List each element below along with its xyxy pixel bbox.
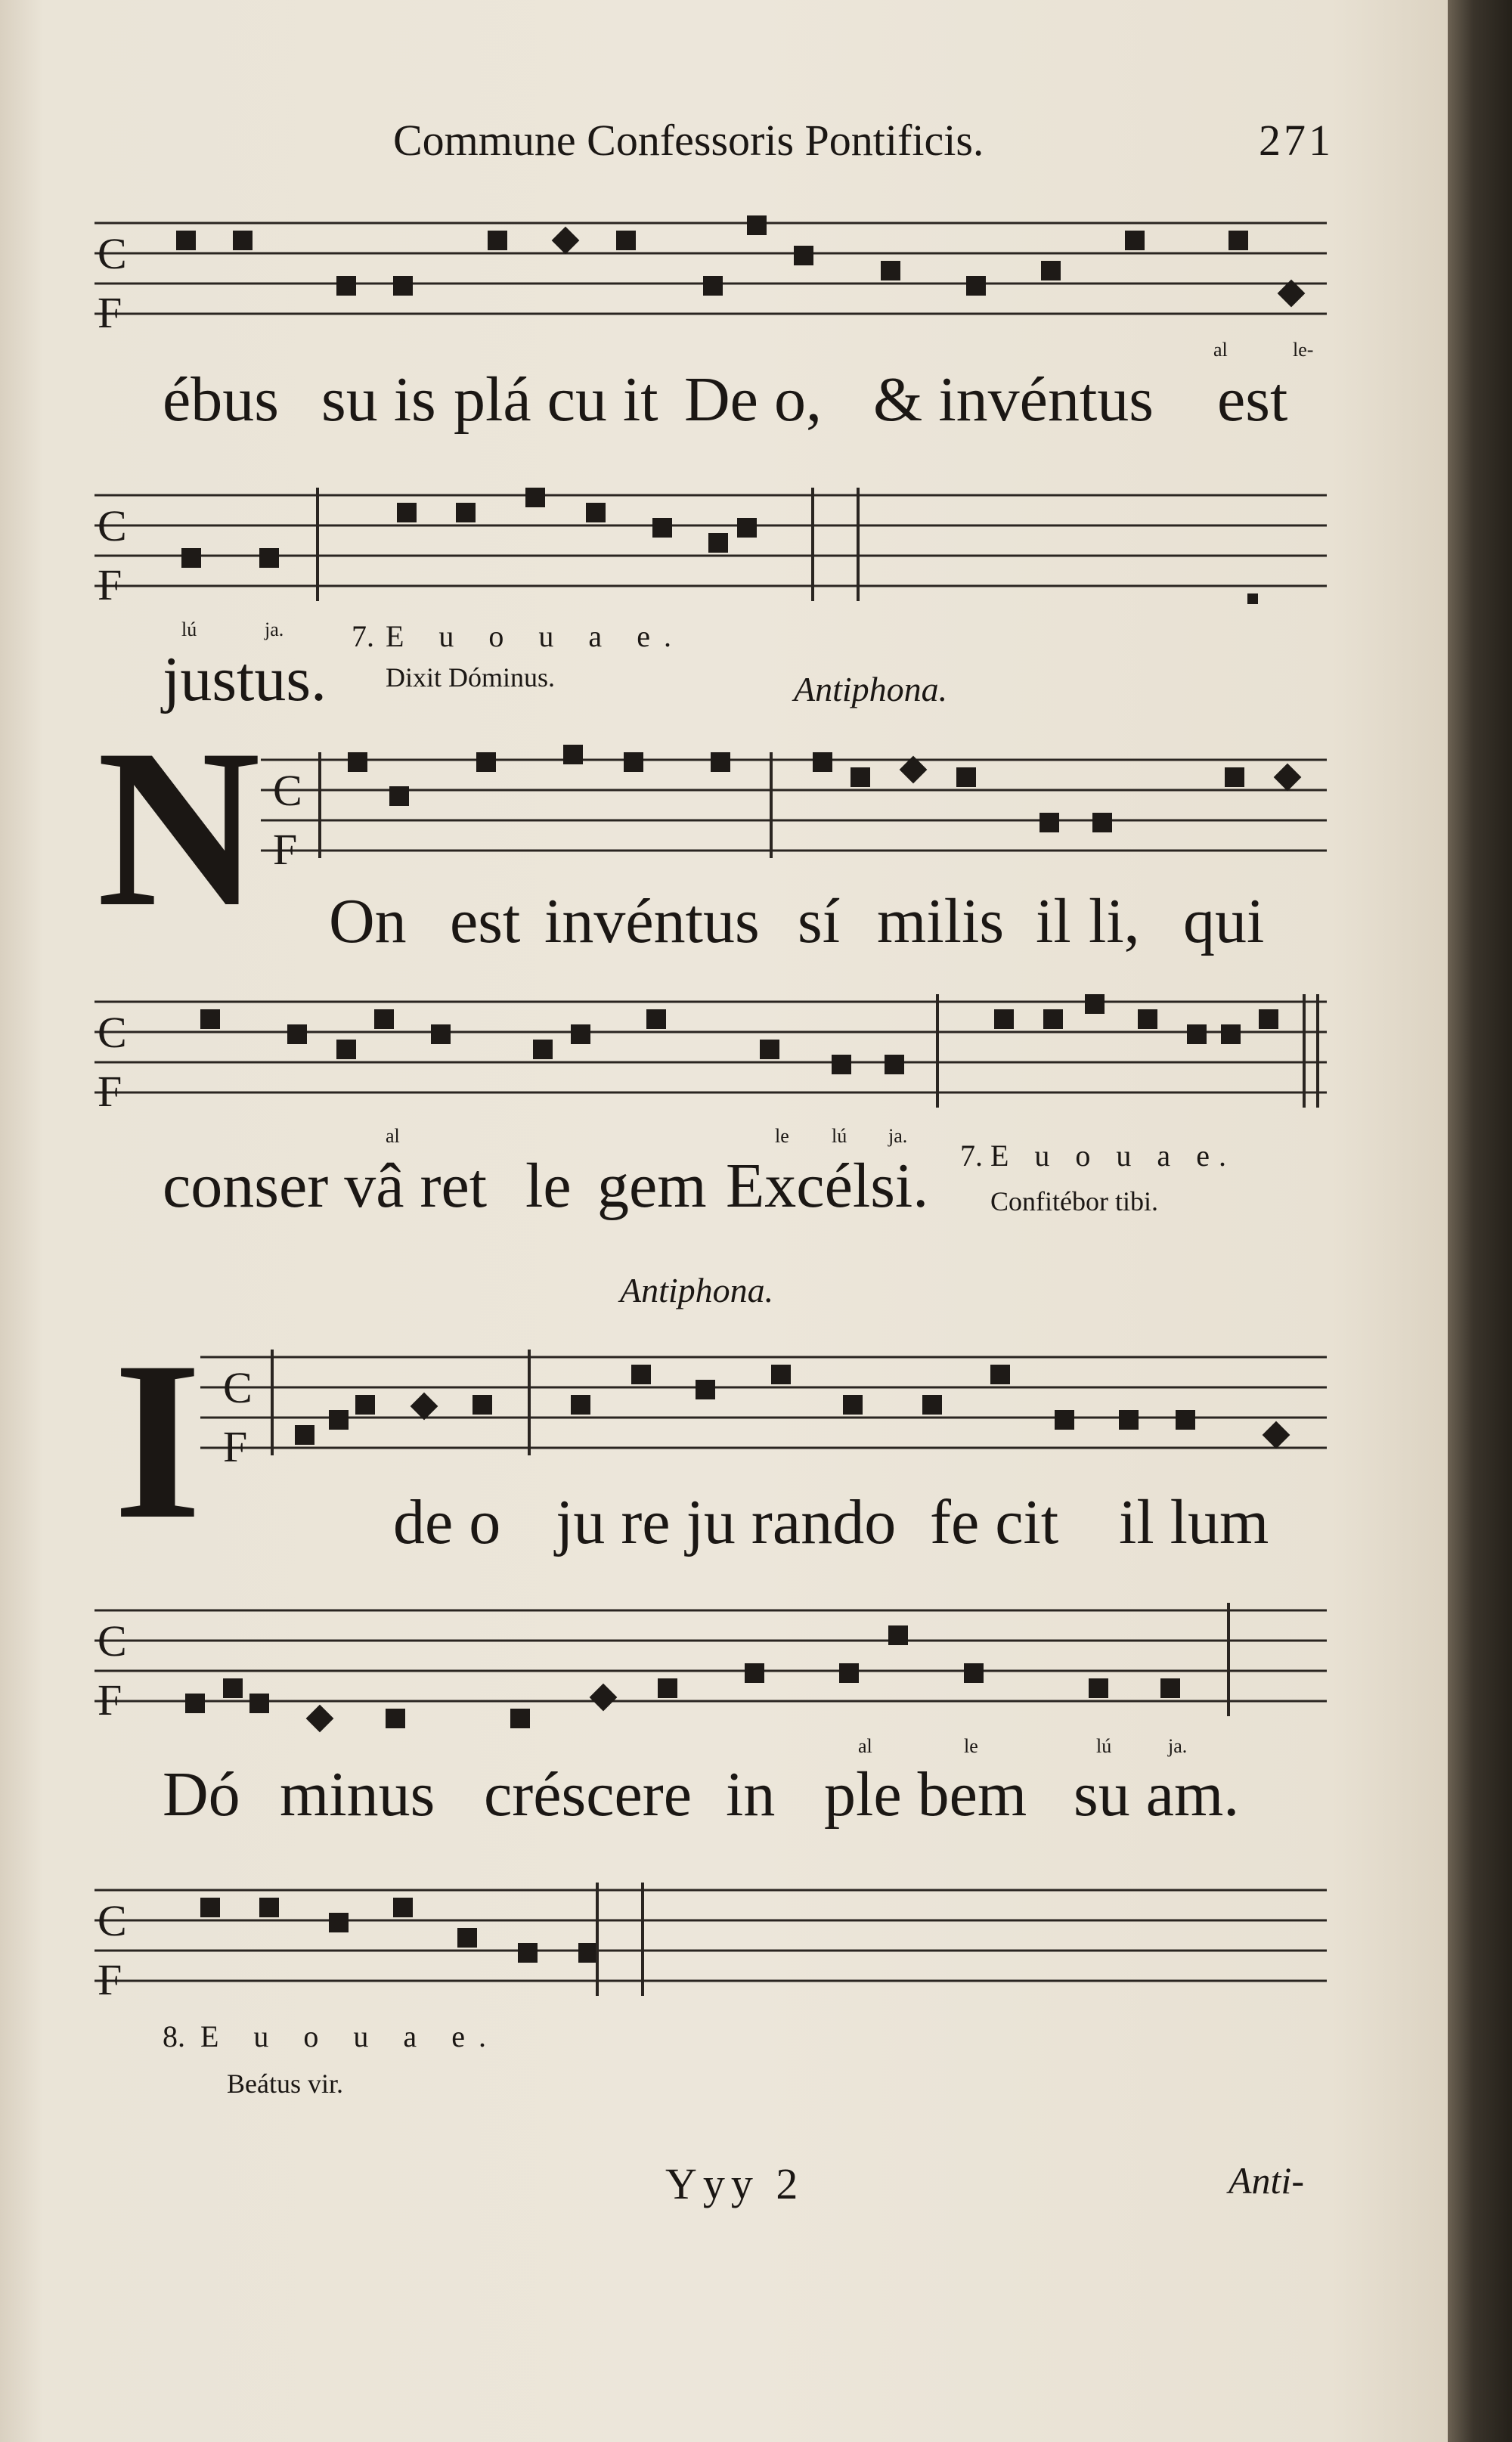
staff-6 [87, 1595, 1327, 1731]
lyric-word: & invéntus [873, 364, 1154, 435]
melisma-syllable: lú [1096, 1735, 1112, 1757]
clef-f-icon: F [98, 1067, 122, 1116]
clef-f-icon: F [98, 1675, 122, 1725]
differentia-mode: 8. [163, 2019, 185, 2053]
lyric-word: milis [877, 886, 1005, 956]
staff-1 [87, 208, 1327, 336]
melisma-syllable: ja. [888, 1125, 908, 1147]
melisma-syllable: al [1213, 339, 1228, 361]
lyric-word: su is [321, 364, 436, 435]
clef-c-icon: C [273, 766, 302, 815]
lyric-word: justus. [163, 644, 327, 714]
differentia-mode: 7. [960, 1139, 983, 1173]
lyric-word: plá cu it [454, 364, 658, 435]
melisma-syllable: lú [832, 1125, 847, 1147]
staff-3 [261, 745, 1327, 873]
lyric-word: qui [1183, 886, 1265, 956]
clef-f-icon: F [273, 825, 298, 874]
clef-c-icon: C [223, 1363, 253, 1412]
staff-2 [87, 480, 1327, 616]
clef-f-icon: F [98, 288, 122, 337]
melisma-syllable: al [858, 1735, 872, 1757]
lyric-word: le [525, 1151, 572, 1221]
lyric-word: ple bem [824, 1759, 1027, 1830]
melisma-syllable: ja. [1168, 1735, 1188, 1757]
melisma-syllable: le [964, 1735, 978, 1757]
psalm-incipit: Beátus vir. [227, 2069, 343, 2099]
book-edge [1448, 0, 1512, 2442]
lyric-word: su am. [1074, 1759, 1240, 1830]
differentia-vowels: E u o u a e. [386, 619, 685, 653]
staff-7 [87, 1875, 1327, 2011]
lyric-word: fe cit [930, 1487, 1059, 1557]
staff-4 [87, 987, 1327, 1123]
drop-cap: I [113, 1315, 202, 1566]
lyric-word: de o [393, 1487, 501, 1557]
clef-c-icon: C [98, 1896, 127, 1945]
lyric-word: ju re ju rando [556, 1487, 897, 1557]
clef-c-icon: C [98, 1616, 127, 1666]
clef-f-icon: F [98, 560, 122, 609]
melisma-syllable: le- [1293, 339, 1314, 361]
lyric-word: il [1036, 886, 1071, 956]
psalm-incipit: Confitébor tibi. [990, 1186, 1158, 1216]
staff-5 [200, 1342, 1327, 1478]
lyric-word: est [1217, 364, 1288, 435]
clef-c-icon: C [98, 1008, 127, 1057]
lyric-word: in [726, 1759, 776, 1830]
clef-f-icon: F [223, 1422, 248, 1471]
running-head: Commune Confessoris Pontificis. [393, 116, 984, 165]
melisma-syllable: ja. [265, 618, 284, 640]
differentia-mode: 7. [352, 619, 374, 653]
clef-f-icon: F [98, 1955, 122, 2004]
lyric-word: Excélsi. [726, 1151, 929, 1221]
lyric-word: conser vâ ret [163, 1151, 488, 1221]
lyric-word: est [450, 886, 521, 956]
clef-c-icon: C [98, 501, 127, 550]
lyric-word: il lum [1119, 1487, 1269, 1557]
section-label: Antiphona. [794, 670, 948, 708]
catchword: Anti- [1228, 2159, 1304, 2202]
lyric-word: li, [1089, 886, 1140, 956]
drop-cap: N [97, 702, 261, 953]
melisma-syllable: lú [181, 618, 197, 640]
lyric-word: créscere [484, 1759, 692, 1830]
lyric-word: On [329, 886, 407, 956]
lyric-word: minus [280, 1759, 435, 1830]
differentia-vowels: E u o u a e. [200, 2019, 500, 2053]
signature-mark: Yyy 2 [665, 2159, 804, 2208]
psalm-incipit: Dixit Dóminus. [386, 662, 556, 693]
lyric-word: Dó [163, 1759, 240, 1830]
melisma-syllable: le [775, 1125, 789, 1147]
lyric-word: ébus [163, 364, 279, 435]
melisma-syllable: al [386, 1125, 400, 1147]
clef-c-icon: C [98, 229, 127, 278]
differentia-vowels: E u o u a e. [990, 1139, 1235, 1173]
lyric-word: De o, [684, 364, 822, 435]
page-number: 271 [1259, 116, 1334, 165]
lyric-word: invéntus [544, 886, 760, 956]
section-label: Antiphona. [620, 1271, 774, 1309]
lyric-word: gem [597, 1151, 707, 1221]
lyric-word: sí [798, 886, 841, 956]
